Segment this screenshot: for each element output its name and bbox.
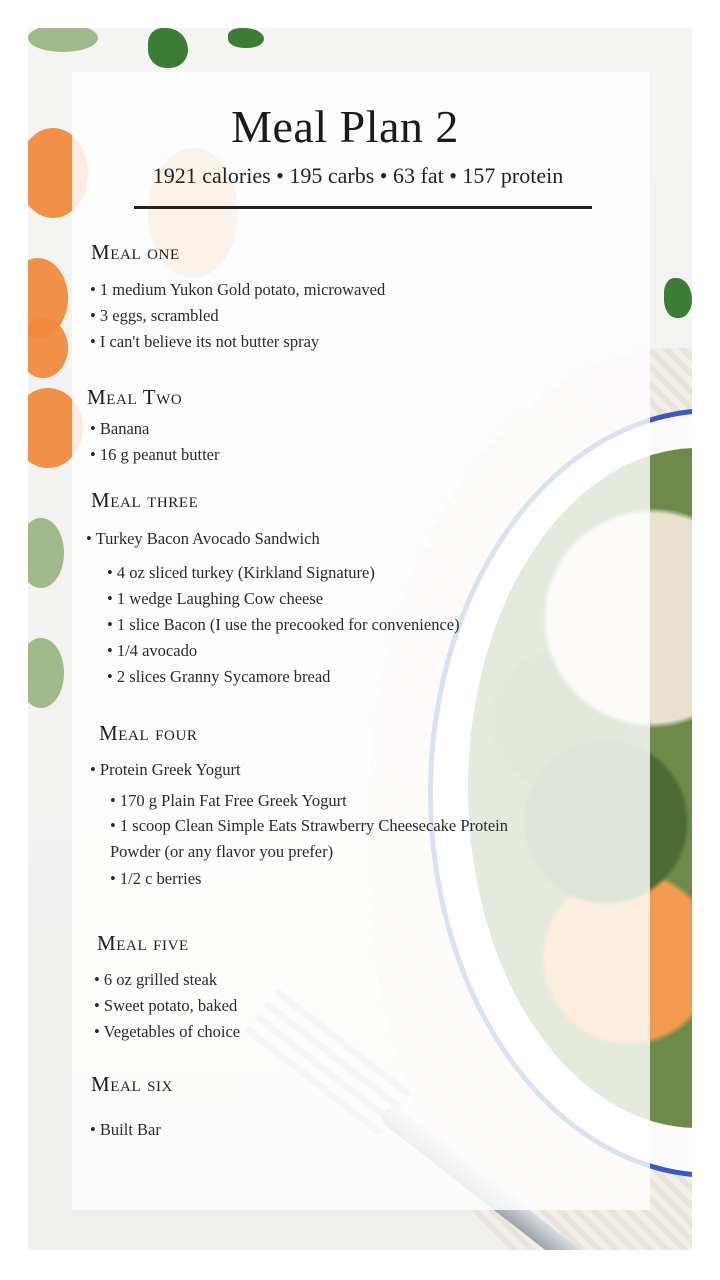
list-item: • 1 scoop Clean Simple Eats Strawberry Cheesecake Protein Powder (or any flavor you prefer) (110, 816, 509, 861)
list-item: • Banana (90, 419, 150, 438)
list-item: • 170 g Plain Fat Free Greek Yogurt (110, 791, 347, 810)
brussels-sprout (28, 28, 98, 52)
list-item: • 2 slices Granny Sycamore bread (107, 667, 331, 686)
brussels-sprout (28, 518, 64, 588)
carrot-slice (28, 318, 68, 378)
list-item: • Built Bar (90, 1120, 161, 1139)
herb-leaf (664, 278, 692, 318)
list-item: • 1/4 avocado (107, 641, 198, 660)
list-item: • 6 oz grilled steak (94, 970, 218, 989)
meal-five-heading: Meal five (97, 931, 189, 955)
meal-four-heading: Meal four (99, 721, 198, 745)
meal-two-heading: Meal Two (87, 385, 183, 409)
list-item: • 16 g peanut butter (90, 445, 220, 464)
list-item: • Protein Greek Yogurt (90, 760, 241, 779)
list-item: • 1 wedge Laughing Cow cheese (107, 589, 324, 608)
list-item: • 3 eggs, scrambled (90, 306, 219, 325)
list-item: • 1 slice Bacon (I use the precooked for convenience) (107, 615, 460, 634)
meal-three-heading: Meal three (91, 488, 199, 512)
list-item: • Vegetables of choice (94, 1022, 241, 1041)
title-divider (134, 206, 592, 209)
macros-summary: 1921 calories • 195 carbs • 63 fat • 157 protein (152, 163, 564, 188)
list-item: • Turkey Bacon Avocado Sandwich (86, 529, 320, 548)
page-title: Meal Plan 2 (231, 101, 459, 152)
list-item: • I can't believe its not butter spray (90, 332, 320, 351)
list-item: • 4 oz sliced turkey (Kirkland Signature) (107, 563, 375, 582)
herb-leaf (148, 28, 188, 68)
herb-leaf (228, 28, 264, 48)
list-item: • 1/2 c berries (110, 869, 202, 888)
meal-six-heading: Meal six (91, 1072, 174, 1096)
meal-one-heading: Meal one (91, 240, 180, 264)
brussels-sprout (28, 638, 64, 708)
list-item: • 1 medium Yukon Gold potato, microwaved (90, 280, 386, 299)
list-item: • Sweet potato, baked (94, 996, 238, 1015)
